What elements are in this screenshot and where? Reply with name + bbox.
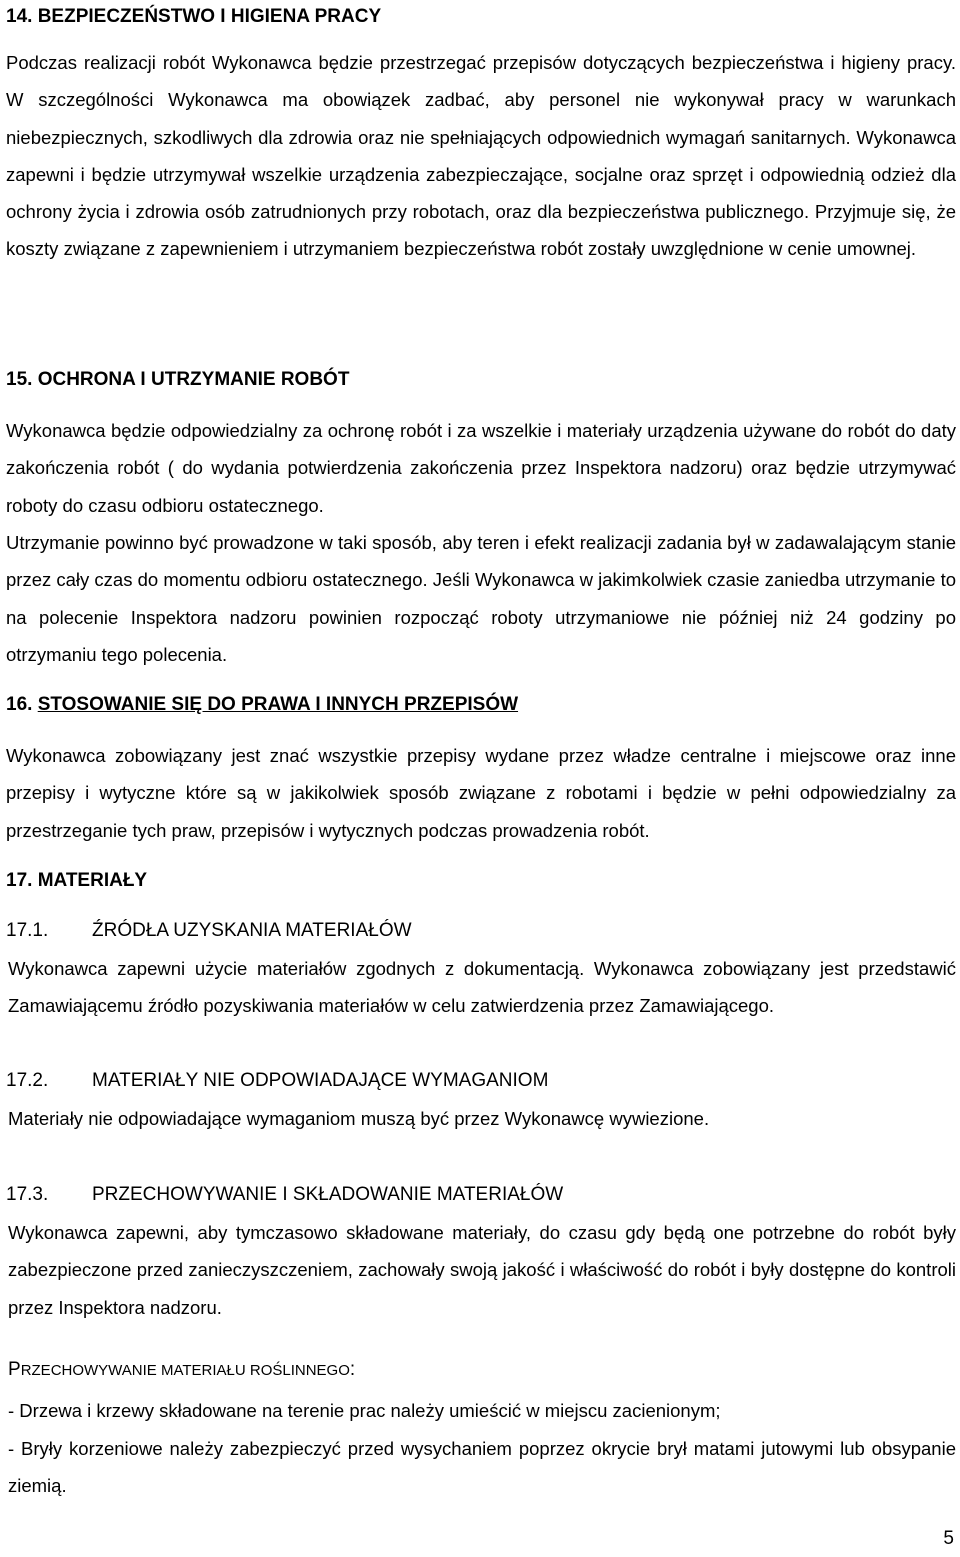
plant-storage-bullet-1: - Drzewa i krzewy składowane na terenie prac należy umieścić w miejscu zacienionym; xyxy=(8,1400,721,1421)
subsection-17-2-number: 17.2. xyxy=(6,1070,49,1091)
subsection-17-2-title: MATERIAŁY NIE ODPOWIADAJĄCE WYMAGANIOM xyxy=(92,1070,549,1091)
plant-heading-colon: : xyxy=(349,1359,356,1380)
subsection-17-3-heading xyxy=(6,1183,956,1207)
section-16-title: STOSOWANIE SIĘ DO PRAWA I INNYCH PRZEPISÓW xyxy=(37,694,519,715)
subsection-17-1-paragraph: Wykonawca zapewni użycie materiałów zgodnych z dokumentacją. Wykonawca zobowiązany jest przedstawić Zamawiającemu źródło pozyskiwania materiałów w celu zatwierdzenia przez Zamawiającego. xyxy=(8,958,956,1017)
section-14-heading: 14. BEZPIECZEŃSTWO I HIGIENA PRACY xyxy=(6,6,382,27)
subsection-17-2-paragraph: Materiały nie odpowiadające wymaganiom muszą być przez Wykonawcę wywiezione. xyxy=(8,1108,710,1129)
subsection-17-3-number: 17.3. xyxy=(6,1184,49,1205)
plant-material-storage-heading xyxy=(8,1358,956,1383)
section-15-heading: 15. OCHRONA I UTRZYMANIE ROBÓT xyxy=(6,369,350,390)
subsection-17-1-number: 17.1. xyxy=(6,920,49,941)
section-15-paragraph-1: Wykonawca będzie odpowiedzialny za ochronę robót i za wszelkie i materiały urządzenia używane do robót do daty zakończenia robót ( do wydania potwierdzenia zakończenia przez Inspektora nadzoru) oraz będzie utrzymywać roboty do czasu odbioru ostatecznego. xyxy=(6,420,956,516)
subsection-17-2-heading xyxy=(6,1069,956,1093)
plant-heading-initial: P xyxy=(8,1359,21,1380)
section-16-paragraph: Wykonawca zobowiązany jest znać wszystkie przepisy wydane przez władze centralne i miejscowe oraz inne przepisy i wytyczne które są w jakikolwiek sposób związane z robotami i będzie w pełni odpowiedzialny za przestrzeganie tych praw, przepisów i wytycznych podczas prowadzenia robót. xyxy=(6,745,956,841)
page-number: 5 xyxy=(943,1528,954,1549)
section-16-heading xyxy=(6,693,956,717)
section-15-paragraph-2: Utrzymanie powinno być prowadzone w taki sposób, aby teren i efekt realizacji zadania był w zadawalającym stanie przez cały czas do momentu odbioru ostatecznego. Jeśli Wykonawca w jakimkolwiek czasie zaniedba utrzymanie to na polecenie Inspektora nadzoru powinien rozpocząć roboty utrzymaniowe nie później niż 24 godziny po otrzymaniu tego polecenia. xyxy=(6,532,956,665)
section-17-heading: 17. MATERIAŁY xyxy=(6,870,148,891)
plant-heading-rest: RZECHOWYWANIE MATERIAŁU ROŚLINNEGO xyxy=(20,1362,350,1379)
subsection-17-1-title: ŹRÓDŁA UZYSKANIA MATERIAŁÓW xyxy=(92,920,412,941)
section-16-number: 16. xyxy=(6,694,38,715)
section-14-paragraph: Podczas realizacji robót Wykonawca będzie przestrzegać przepisów dotyczących bezpieczeństwa i higieny pracy. W szczególności Wykonawca ma obowiązek zadbać, aby personel nie wykonywał pracy w warunkach niebezpiecznych, szkodliwych dla zdrowia oraz nie spełniających odpowiednich wymagań sanitarnych. Wykonawca zapewni i będzie utrzymywał wszelkie urządzenia zabezpieczające, socjalne oraz sprzęt i odpowiednią odzież dla ochrony życia i zdrowia osób zatrudnionych przy robotach, oraz dla bezpieczeństwa publicznego. Przyjmuje się, że koszty związane z zapewnieniem i utrzymaniem bezpieczeństwa robót zostały uwzględnione w cenie umownej. xyxy=(6,52,956,260)
subsection-17-3-paragraph: Wykonawca zapewni, aby tymczasowo składowane materiały, do czasu gdy będą one potrzebne do robót były zabezpieczone przed zanieczyszczeniem, zachowały swoją jakość i właściwość do robót i były dostępne do kontroli przez Inspektora nadzoru. xyxy=(8,1222,956,1318)
subsection-17-1-heading xyxy=(6,919,956,943)
plant-storage-bullet-2: - Bryły korzeniowe należy zabezpieczyć przed wysychaniem poprzez okrycie brył matami jutowymi lub obsypanie ziemią. xyxy=(8,1438,956,1497)
subsection-17-3-title: PRZECHOWYWANIE I SKŁADOWANIE MATERIAŁÓW xyxy=(92,1184,564,1205)
